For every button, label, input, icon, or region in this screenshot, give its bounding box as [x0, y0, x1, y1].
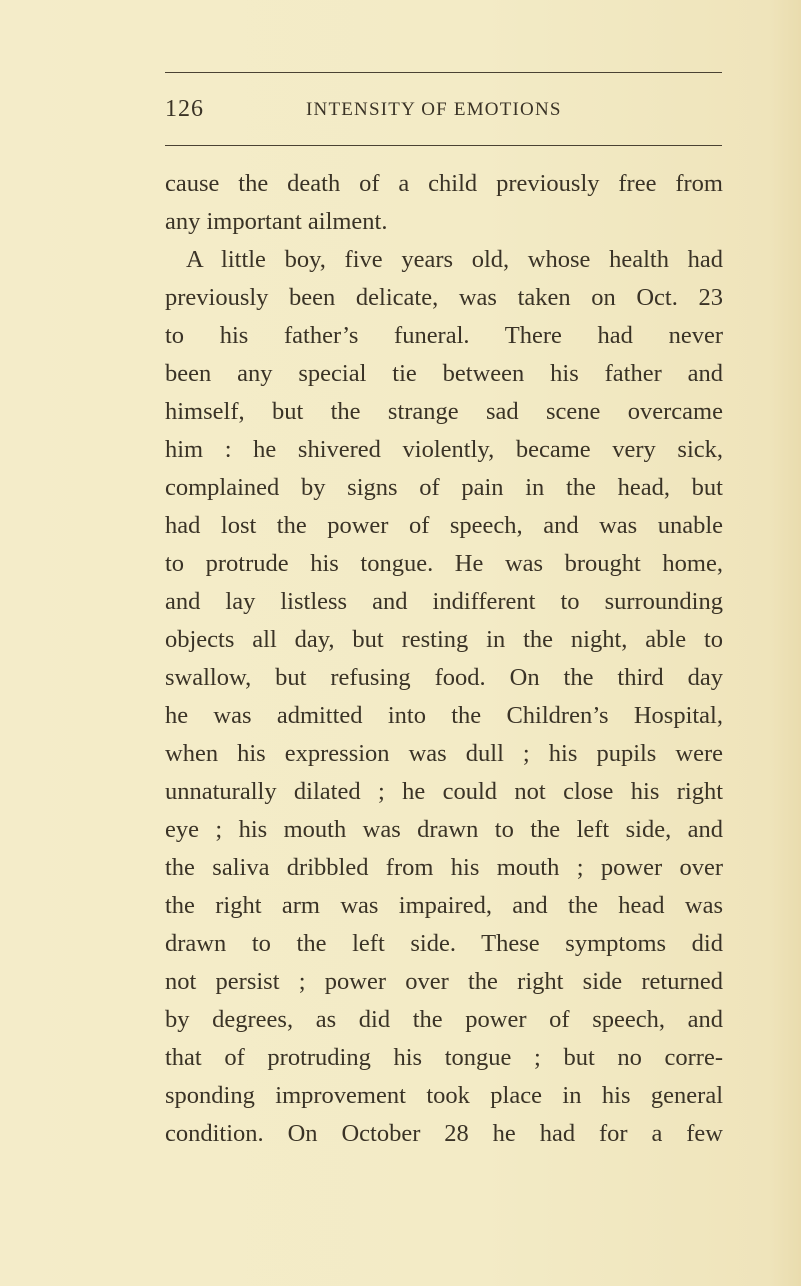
text-line: condition. On October 28 he had for a few — [165, 1120, 723, 1147]
text-line: A little boy, five years old, whose health had — [186, 246, 723, 273]
text-line: sponding improvement took place in his general — [165, 1082, 723, 1109]
body-text — [165, 165, 723, 1153]
text-line: previously been delicate, was taken on Oct. 23 — [165, 284, 723, 311]
text-line: that of protruding his tongue ; but no corre- — [165, 1044, 723, 1071]
text-line: eye ; his mouth was drawn to the left side, and — [165, 816, 723, 843]
text-line: cause the death of a child previously free from — [165, 170, 723, 197]
text-line: the saliva dribbled from his mouth ; power over — [165, 854, 723, 881]
text-line: objects all day, but resting in the night, able to — [165, 626, 723, 653]
text-line: swallow, but refusing food. On the third day — [165, 664, 723, 691]
text-line: drawn to the left side. These symptoms did — [165, 930, 723, 957]
text-line: not persist ; power over the right side returned — [165, 968, 723, 995]
text-line: to protrude his tongue. He was brought home, — [165, 550, 723, 577]
text-line: by degrees, as did the power of speech, and — [165, 1006, 723, 1033]
text-line: had lost the power of speech, and was unable — [165, 512, 723, 539]
text-line: the right arm was impaired, and the head was — [165, 892, 723, 919]
text-line: he was admitted into the Children’s Hospital, — [165, 702, 723, 729]
text-line: unnaturally dilated ; he could not close his right — [165, 778, 723, 805]
text-line: been any special tie between his father and — [165, 360, 723, 387]
text-line: himself, but the strange sad scene overcame — [165, 398, 723, 425]
text-line: complained by signs of pain in the head, but — [165, 474, 723, 501]
header-top-rule — [165, 72, 722, 73]
running-title: INTENSITY OF EMOTIONS — [306, 99, 562, 120]
text-line: and lay listless and indifferent to surrounding — [165, 588, 723, 615]
text-line: him : he shivered violently, became very sick, — [165, 436, 723, 463]
header-bottom-rule — [165, 145, 722, 146]
text-line: when his expression was dull ; his pupils were — [165, 740, 723, 767]
text-line: to his father’s funeral. There had never — [165, 322, 723, 349]
page-number: 126 — [165, 96, 204, 122]
running-header — [165, 96, 722, 130]
text-line: any important ailment. — [165, 208, 388, 235]
